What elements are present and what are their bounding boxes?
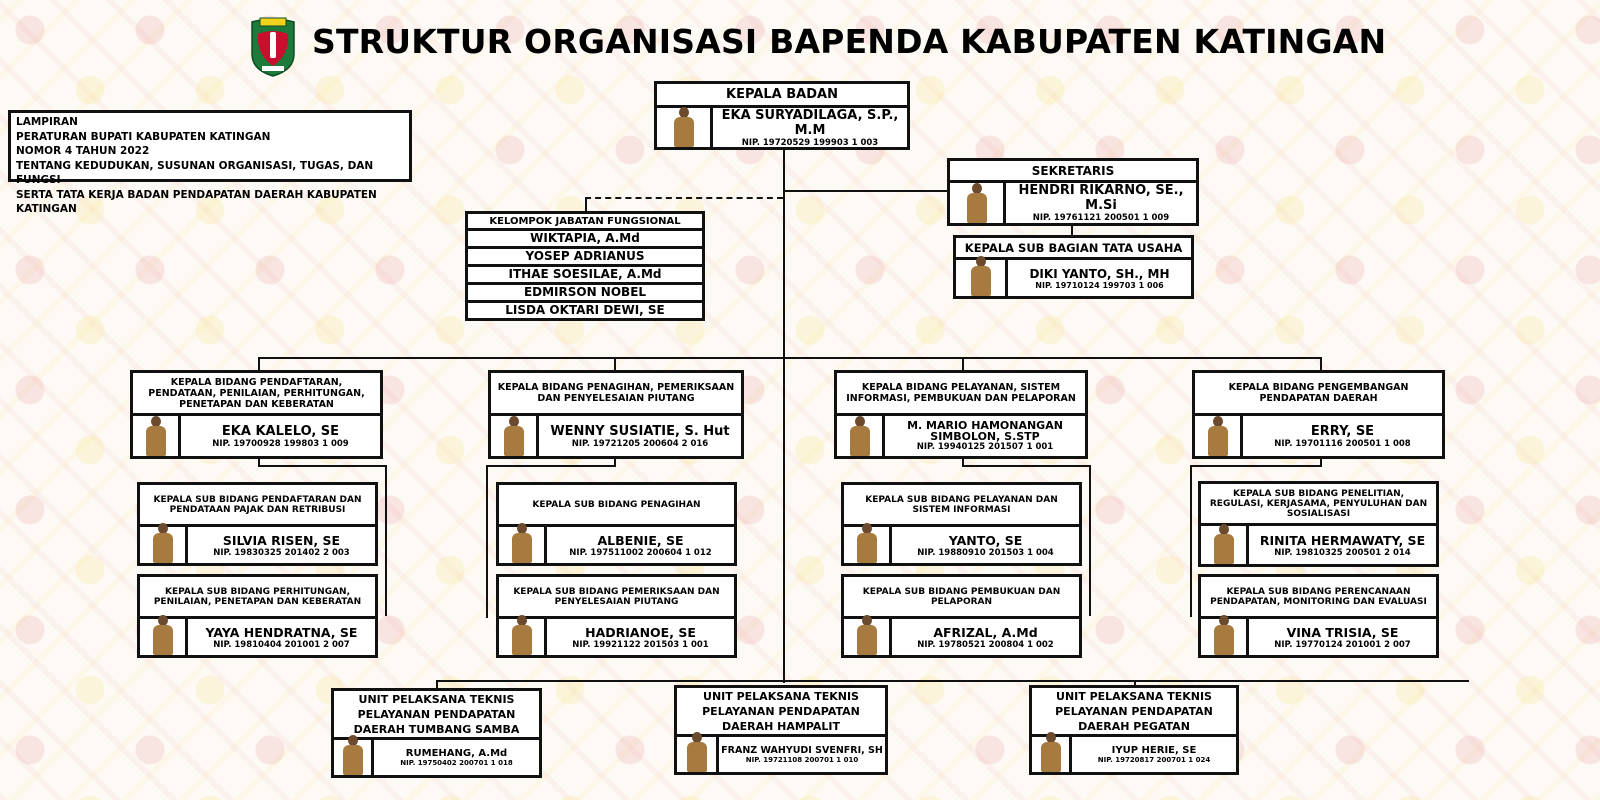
person-nip: NIP. 19720529 199903 1 003 — [741, 137, 879, 148]
person-name: AFRIZAL, A.Md — [933, 624, 1038, 640]
fungsional-member[interactable]: EDMIRSON NOBEL — [465, 285, 705, 303]
person-name: EKA SURYADILAGA, S.P., M.M — [721, 107, 899, 138]
position-title: KEPALA SUB BIDANG PEMBUKUAN DAN PELAPORAN — [844, 577, 1079, 619]
bidang-box[interactable] — [1192, 370, 1445, 459]
person-photo-icon — [1213, 524, 1235, 564]
person-photo-icon — [966, 183, 988, 223]
connector-sub — [258, 465, 386, 467]
avatar — [677, 737, 719, 772]
lampiran-line: NOMOR 4 TAHUN 2022 — [16, 145, 150, 157]
person-nip: NIP. 19940125 201507 1 001 — [916, 442, 1054, 452]
avatar — [499, 527, 547, 563]
avatar — [491, 416, 539, 456]
avatar — [140, 619, 188, 655]
person-nip: NIP. 19721205 200604 2 016 — [571, 438, 709, 449]
position-title: KEPALA SUB BIDANG PELAYANAN DAN SISTEM INFORMASI — [844, 485, 1079, 527]
connector-main-vertical — [783, 148, 785, 683]
person-photo-icon — [686, 732, 708, 772]
position-title: KEPALA BIDANG PENAGIHAN, PEMERIKSAAN DAN PENYELESAIAN PIUTANG — [491, 373, 741, 416]
bidang-box[interactable] — [130, 370, 383, 459]
person-photo-icon — [152, 523, 174, 563]
person-name: DIKI YANTO, SH., MH — [1029, 266, 1170, 281]
person-photo-icon — [152, 615, 174, 655]
sub-bidang-box[interactable] — [137, 482, 378, 566]
person-photo-icon — [856, 615, 878, 655]
person-name: YANTO, SE — [948, 532, 1023, 548]
upt-box[interactable] — [674, 685, 888, 775]
person-name: HENDRI RIKARNO, SE., M.Si — [1018, 183, 1184, 213]
position-title: UNIT PELAKSANA TEKNIS PELAYANAN PENDAPATAN DAERAH TUMBANG SAMBA — [334, 691, 539, 740]
sub-bidang-box[interactable] — [841, 482, 1082, 566]
person-photo-icon — [856, 523, 878, 563]
avatar — [956, 260, 1008, 296]
bidang-box[interactable] — [488, 370, 744, 459]
person-nip: NIP. 19830325 201402 2 003 — [213, 547, 350, 558]
fungsional-member[interactable]: YOSEP ADRIANUS — [465, 249, 705, 267]
upt-box[interactable] — [1029, 685, 1239, 775]
avatar — [657, 108, 713, 147]
person-photo-icon — [503, 416, 525, 456]
person-nip: NIP. 19761121 200501 1 009 — [1032, 213, 1170, 223]
position-title: KEPALA SUB BIDANG PENELITIAN, REGULASI, KERJASAMA, PENYULUHAN DAN SOSIALISASI — [1201, 484, 1436, 526]
bidang-box[interactable] — [834, 370, 1088, 459]
avatar — [140, 527, 188, 563]
katingan-emblem-icon — [248, 14, 298, 78]
sub-bidang-box[interactable] — [137, 574, 378, 658]
connector-sub — [486, 465, 616, 467]
connector-sub — [486, 465, 488, 618]
avatar — [334, 740, 374, 775]
person-nip: NIP. 19810404 201001 2 007 — [213, 639, 350, 650]
person-name: HADRIANOE, SE — [585, 624, 696, 640]
position-title: SEKRETARIS — [950, 161, 1196, 183]
person-photo-icon — [511, 523, 533, 563]
person-photo-icon — [1213, 615, 1235, 655]
fungsional-member[interactable]: LISDA OKTARI DEWI, SE — [465, 303, 705, 321]
fungsional-group — [465, 211, 705, 321]
fungsional-member[interactable]: ITHAE SOESILAE, A.Md — [465, 267, 705, 285]
upt-box[interactable] — [331, 688, 542, 778]
person-photo-icon — [970, 256, 992, 296]
person-name: FRANZ WAHYUDI SVENFRI, SH — [721, 745, 883, 756]
person-nip: NIP. 19770124 201001 2 007 — [1274, 639, 1411, 650]
person-name: WENNY SUSIATIE, S. Hut — [550, 423, 730, 439]
avatar — [133, 416, 181, 456]
avatar — [844, 619, 892, 655]
lampiran-line: SERTA TATA KERJA BADAN PENDAPATAN DAERAH KABUPATEN KATINGAN — [16, 188, 377, 215]
person-name: VINA TRISIA, SE — [1286, 624, 1399, 640]
lampiran-line: PERATURAN BUPATI KABUPATEN KATINGAN — [16, 130, 271, 143]
connector-sub — [385, 465, 387, 616]
connector-fungsional-drop — [585, 197, 587, 212]
connector-drop — [962, 357, 964, 371]
avatar — [844, 527, 892, 563]
person-nip: NIP. 19720817 200701 1 024 — [1097, 756, 1211, 764]
avatar — [1195, 416, 1243, 456]
person-nip: NIP. 19710124 199703 1 006 — [1035, 280, 1164, 290]
person-nip: NIP. 19701116 200501 1 008 — [1274, 438, 1411, 449]
position-title: KEPALA SUB BAGIAN TATA USAHA — [956, 238, 1191, 260]
person-nip: NIP. 197511002 200604 1 012 — [569, 547, 712, 558]
person-photo-icon — [342, 735, 364, 775]
person-name: RUMEHANG, A.Md — [405, 748, 508, 759]
sub-bidang-box[interactable] — [496, 482, 737, 566]
tata-usaha-box[interactable] — [953, 235, 1194, 299]
avatar — [950, 183, 1006, 223]
connector-upt-horizontal — [436, 680, 1469, 682]
sub-bidang-box[interactable] — [841, 574, 1082, 658]
connector-fungsional-dashed — [585, 197, 783, 199]
avatar — [837, 416, 885, 456]
lampiran-box — [8, 110, 412, 215]
connector-drop — [258, 357, 260, 371]
person-photo-icon — [145, 416, 167, 456]
sub-bidang-box[interactable] — [1198, 574, 1439, 658]
position-title: KEPALA BIDANG PELAYANAN, SISTEM INFORMASI, PEMBUKUAN DAN PELAPORAN — [837, 373, 1085, 416]
person-nip: NIP. 19750402 200701 1 018 — [400, 759, 513, 767]
person-name: IYUP HERIE, SE — [1111, 745, 1197, 756]
person-photo-icon — [1040, 732, 1062, 772]
position-title: KEPALA BADAN — [657, 84, 907, 108]
connector-drop — [614, 357, 616, 371]
connector-sub — [1190, 465, 1322, 467]
position-title: KEPALA BIDANG PENGEMBANGAN PENDAPATAN DAERAH — [1195, 373, 1442, 416]
person-name: EKA KALELO, SE — [221, 423, 340, 439]
position-title: UNIT PELAKSANA TEKNIS PELAYANAN PENDAPATAN DAERAH HAMPALIT — [677, 688, 885, 737]
position-title: KEPALA SUB BIDANG PENAGIHAN — [499, 485, 734, 527]
sub-bidang-box[interactable] — [1198, 481, 1439, 567]
person-name: ALBENIE, SE — [597, 532, 684, 548]
kepala-badan-box[interactable] — [654, 81, 910, 150]
avatar — [1201, 526, 1249, 564]
person-photo-icon — [511, 615, 533, 655]
position-title: KEPALA SUB BIDANG PERHITUNGAN, PENILAIAN, PENETAPAN DAN KEBERATAN — [140, 577, 375, 619]
person-nip: NIP. 19721108 200701 1 010 — [745, 756, 859, 764]
connector-sub — [1190, 465, 1192, 617]
person-photo-icon — [673, 107, 695, 147]
person-photo-icon — [1207, 416, 1229, 456]
person-photo-icon — [849, 416, 871, 456]
lampiran-line: TENTANG KEDUDUKAN, SUSUNAN ORGANISASI, TUGAS, DAN FUNGSI — [16, 159, 374, 186]
person-nip: NIP. 19700928 199803 1 009 — [212, 438, 349, 449]
person-name: SILVIA RISEN, SE — [222, 532, 341, 548]
connector-sub — [962, 465, 1090, 467]
connector-bidang-horizontal — [258, 357, 1321, 359]
connector-sub — [1089, 465, 1091, 616]
connector-sekretaris — [783, 190, 948, 192]
connector-drop — [1320, 357, 1322, 371]
position-title: KEPALA SUB BIDANG PEMERIKSAAN DAN PENYELESAIAN PIUTANG — [499, 577, 734, 619]
person-name: YAYA HENDRATNA, SE — [205, 624, 358, 640]
fungsional-title: KELOMPOK JABATAN FUNGSIONAL — [465, 211, 705, 231]
person-name: M. MARIO HAMONANGAN SIMBOLON, S.STP — [907, 419, 1063, 443]
page-title: STRUKTUR ORGANISASI BAPENDA KABUPATEN KATINGAN — [312, 22, 1387, 61]
avatar — [1201, 619, 1249, 655]
person-name: RINITA HERMAWATY, SE — [1259, 532, 1426, 548]
person-nip: NIP. 19780521 200804 1 002 — [917, 639, 1054, 650]
avatar — [499, 619, 547, 655]
lampiran-line: LAMPIRAN — [16, 116, 78, 128]
person-name: ERRY, SE — [1310, 423, 1375, 439]
person-nip: NIP. 19810325 200501 2 014 — [1274, 547, 1411, 558]
avatar — [1032, 737, 1072, 772]
position-title: KEPALA BIDANG PENDAFTARAN, PENDATAAN, PENILAIAN, PERHITUNGAN, PENETAPAN DAN KEBERATAN — [133, 373, 380, 416]
person-nip: NIP. 19880910 201503 1 004 — [917, 547, 1054, 558]
sekretaris-box[interactable] — [947, 158, 1199, 226]
position-title: KEPALA SUB BIDANG PERENCANAAN PENDAPATAN, MONITORING DAN EVALUASI — [1201, 577, 1436, 619]
sub-bidang-box[interactable] — [496, 574, 737, 658]
position-title: UNIT PELAKSANA TEKNIS PELAYANAN PENDAPATAN DAERAH PEGATAN — [1032, 688, 1236, 737]
fungsional-member[interactable]: WIKTAPIA, A.Md — [465, 231, 705, 249]
position-title: KEPALA SUB BIDANG PENDAFTARAN DAN PENDATAAN PAJAK DAN RETRIBUSI — [140, 485, 375, 527]
person-nip: NIP. 19921122 201503 1 001 — [572, 639, 709, 650]
